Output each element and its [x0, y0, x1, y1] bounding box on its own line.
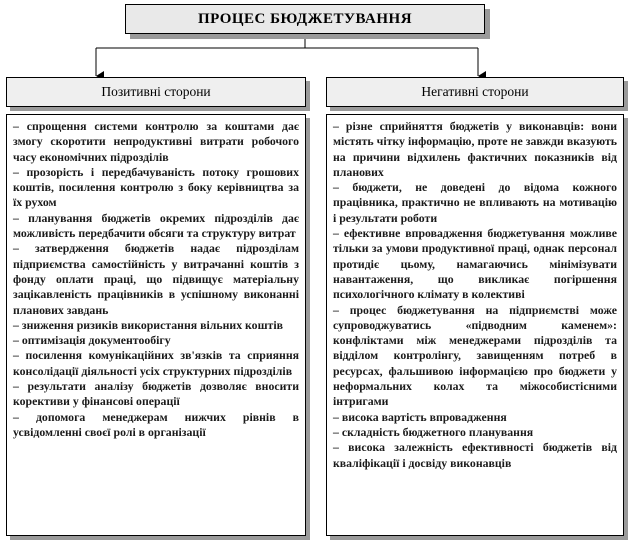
list-item: – затвердження бюджетів надає підрозділам підприємства самостійність у витрачанні коштів з фонду оплати праці, що підвищує матеріальну зацікавленість працівників в успішному виконанні планових завдань	[13, 241, 299, 317]
list-item: – посилення комунікаційних зв'язків та сприяння консолідації діяльності усіх структурних підрозділів	[13, 348, 299, 378]
list-item: – складність бюджетного планування	[333, 424, 534, 439]
list-item: – різне сприйняття бюджетів у виконавців: вони містять чітку інформацію, проте не завжди вказують на причини відхилень фактичних показників від планових	[333, 119, 617, 179]
list-item: – процес бюджетування на підприємстві може супроводжуватись «підводним каменем»: конфліктами між менеджерами підрозділів та відділом контролінгу, завищенням потреб в ресурсах, фальшивою інформацією про бюджети у неформальних колах та міжособистісними інтригами	[333, 302, 617, 409]
list-item: – спрощення системи контролю за коштами дає змогу скоротити непродуктивні витрати робочого часу економічних підрозділів	[13, 119, 299, 164]
list-item: – результати аналізу бюджетів дозволяє вносити корективи у фінансові операції	[13, 379, 299, 409]
list-item: – планування бюджетів окремих підрозділів дає можливість передбачити обсяги та структуру витрат	[13, 210, 299, 241]
list-item: – бюджети, не доведені до відома кожного працівника, практично не впливають на мотивацію і результати роботи	[333, 180, 617, 225]
list-item: – зниження ризиків використання вільних коштів	[13, 317, 283, 332]
list-item: – висока вартість впровадження	[333, 409, 507, 424]
positive-sides-list	[6, 114, 306, 536]
negative-sides-heading: Негативні сторони	[326, 77, 624, 107]
list-item: – допомога менеджерам нижчих рівнів в усвідомленні своєї ролі в організації	[13, 409, 299, 439]
list-item: – оптимізація документообігу	[13, 333, 171, 348]
positive-sides-heading: Позитивні сторони	[6, 77, 306, 107]
list-item: – прозорість і передбачуваність потоку грошових коштів, посилення контролю з боку керівництва за їх рухом	[13, 164, 299, 210]
negative-sides-list	[326, 114, 624, 536]
diagram-title: ПРОЦЕС БЮДЖЕТУВАННЯ	[125, 4, 485, 34]
list-item: – ефективне впровадження бюджетування можливе тільки за умови продуктивної праці, однак персонал протидіє цьому, намагаючись мінімізувати навантаження, що викликає погіршення психологічного клімату в колективі	[333, 226, 617, 302]
list-item: – висока залежність ефективності бюджетів від кваліфікації і досвіду виконавців	[333, 440, 617, 470]
